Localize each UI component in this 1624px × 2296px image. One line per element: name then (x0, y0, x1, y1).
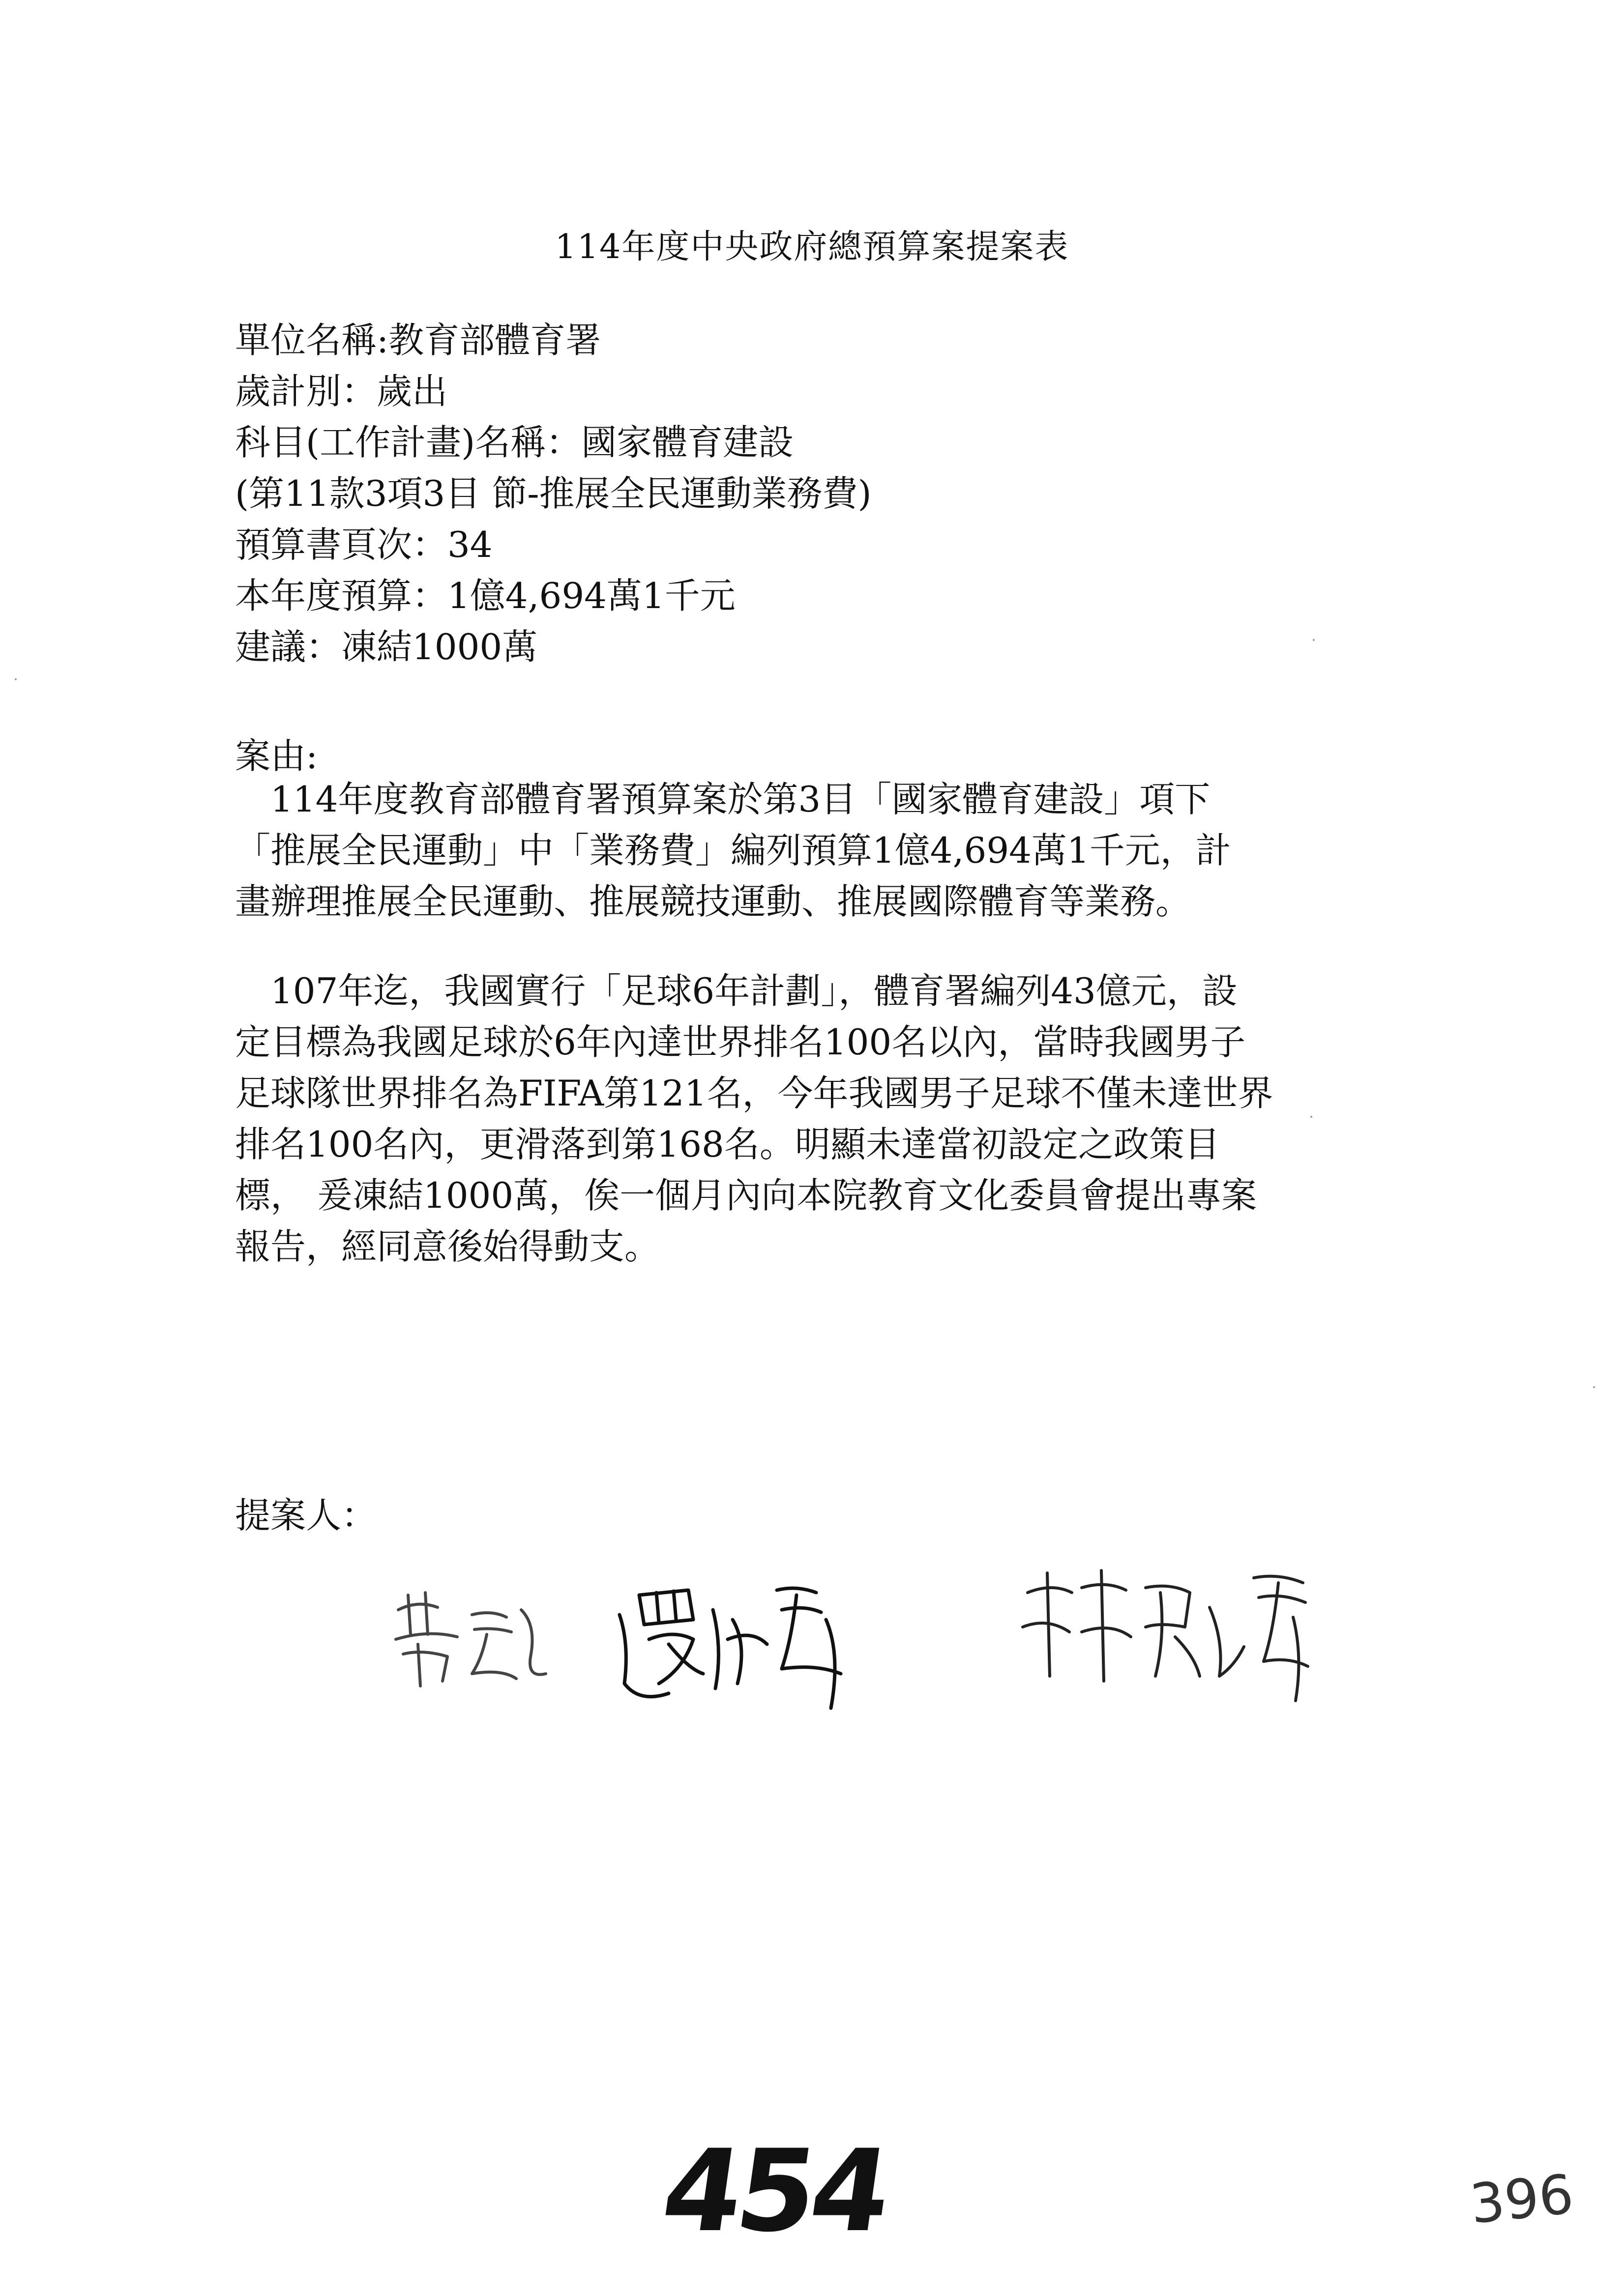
budget-metadata (235, 315, 872, 672)
paragraph-line: 報告，經同意後始得動支。 (235, 1226, 660, 1267)
reason-label: 案由: (235, 735, 318, 777)
paragraph-line: 114年度教育部體育署預算案於第3目「國家體育建設」項下 (235, 779, 1211, 820)
scan-speck (1593, 1386, 1595, 1388)
signature-1 (388, 1580, 551, 1693)
paragraph-line: 定目標為我國足球於6年內達世界排名100名以內，當時我國男子 (235, 1021, 1246, 1063)
proposer-label: 提案人： (235, 1495, 377, 1536)
document-title: 114年度中央政府總預算案提案表 (555, 228, 1069, 266)
page-number-stamp: 454 (654, 2126, 894, 2257)
paragraph-line: 排名100名內，更滑落到第168名。明顯未達當初設定之政策目 (235, 1124, 1220, 1165)
account-type: 歲計別：歲出 (235, 371, 448, 412)
paragraph-line: 畫辦理推展全民運動、推展競技運動、推展國際體育等業務。 (235, 881, 1191, 922)
paragraph-line: 107年迄，我國實行「足球6年計劃」，體育署編列43億元，設 (235, 970, 1238, 1012)
scan-speck (1310, 1116, 1312, 1118)
paragraph-line: 標， 爰凍結1000萬，俟一個月內向本院教育文化委員會提出專案 (235, 1175, 1257, 1216)
suggestion: 建議：凍結1000萬 (235, 626, 538, 668)
scan-speck (1313, 639, 1315, 641)
unit-name: 單位名稱:教育部體育署 (235, 320, 601, 361)
page-number-handwritten: 396 (1467, 2162, 1577, 2236)
signature-2 (610, 1570, 865, 1718)
paragraph-line: 足球隊世界排名為FIFA第121名，今年我國男子足球不僅未達世界 (235, 1073, 1273, 1114)
section-detail: (第11款3項3目 節-推展全民運動業務費) (235, 473, 872, 514)
reason-paragraph-2 (235, 965, 1366, 1272)
budget-page: 預算書頁次：34 (235, 524, 493, 565)
scan-speck (15, 678, 17, 680)
reason-paragraph-1 (235, 774, 1366, 927)
signature-3 (1013, 1563, 1318, 1706)
item-name: 科目(工作計畫)名稱：國家體育建設 (235, 422, 794, 463)
annual-budget: 本年度預算：1億4,694萬1千元 (235, 575, 736, 616)
paragraph-line: 「推展全民運動」中「業務費」編列預算1億4,694萬1千元，計 (235, 830, 1231, 871)
